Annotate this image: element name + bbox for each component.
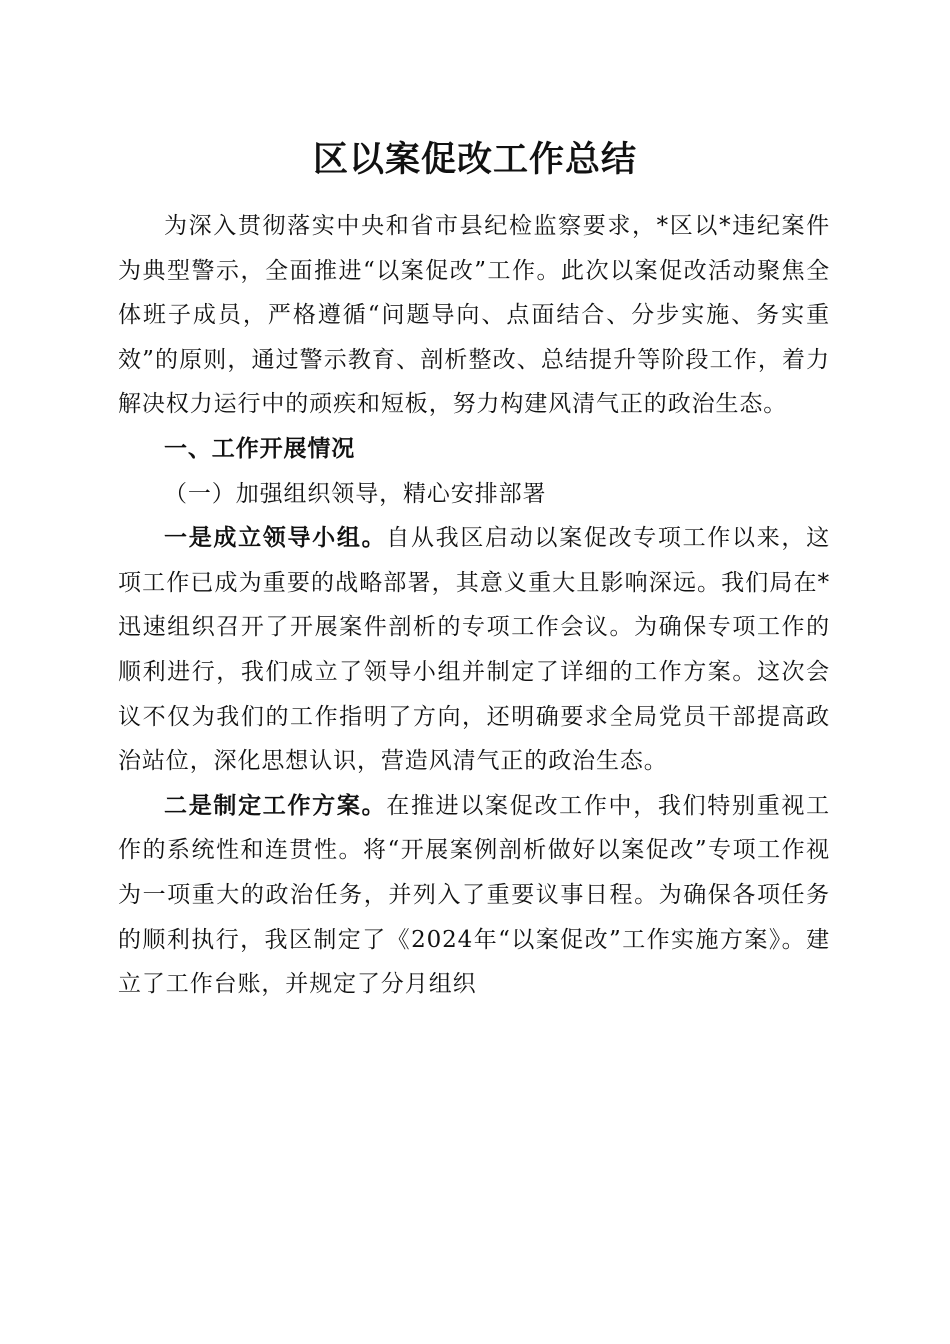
subsection-heading: （一）加强组织领导，精心安排部署 [164,480,547,507]
document-body [118,204,830,1007]
paragraph-text: 自从我区启动以案促改专项工作以来，这项工作已成为重要的战略部署，其意义重大且影响深远。我们局在*迅速组织召开了开展案件剖析的专项工作会议。为确保专项工作的顺利进行，我们成立了领导小组并制定了详细的工作方案。这次会议不仅为我们的工作指明了方向，还明确要求全局党员干部提高政治站位，深化思想认识，营造风清气正的政治生态。 [118,525,830,775]
intro-paragraph: 为深入贯彻落实中央和省市县纪检监察要求，*区以*违纪案件为典型警示，全面推进“以案促改”工作。此次以案促改活动聚焦全体班子成员，严格遵循“问题导向、点面结合、分步实施、务实重效”的原则，通过警示教育、剖析整改、总结提升等阶段工作，着力解决权力运行中的顽疾和短板，努力构建风清气正的政治生态。 [118,213,830,418]
section-heading: 一、工作开展情况 [164,435,356,462]
paragraph-text: 在推进以案促改工作中，我们特别重视工作的系统性和连贯性。将“开展案例剖析做好以案促改”专项工作视为一项重大的政治任务，并列入了重要议事日程。为确保各项任务的顺利执行，我区制定了《2024年“以案促改”工作实施方案》。建立了工作台账，并规定了分月组织 [118,792,830,998]
paragraph-work-plan [118,784,830,1007]
document-title: 区以案促改工作总结 [312,139,637,180]
paragraph-lead: 一是成立领导小组。 [164,524,387,552]
paragraph-lead: 二是制定工作方案。 [164,791,387,819]
paragraph-leadership-group [118,516,830,784]
